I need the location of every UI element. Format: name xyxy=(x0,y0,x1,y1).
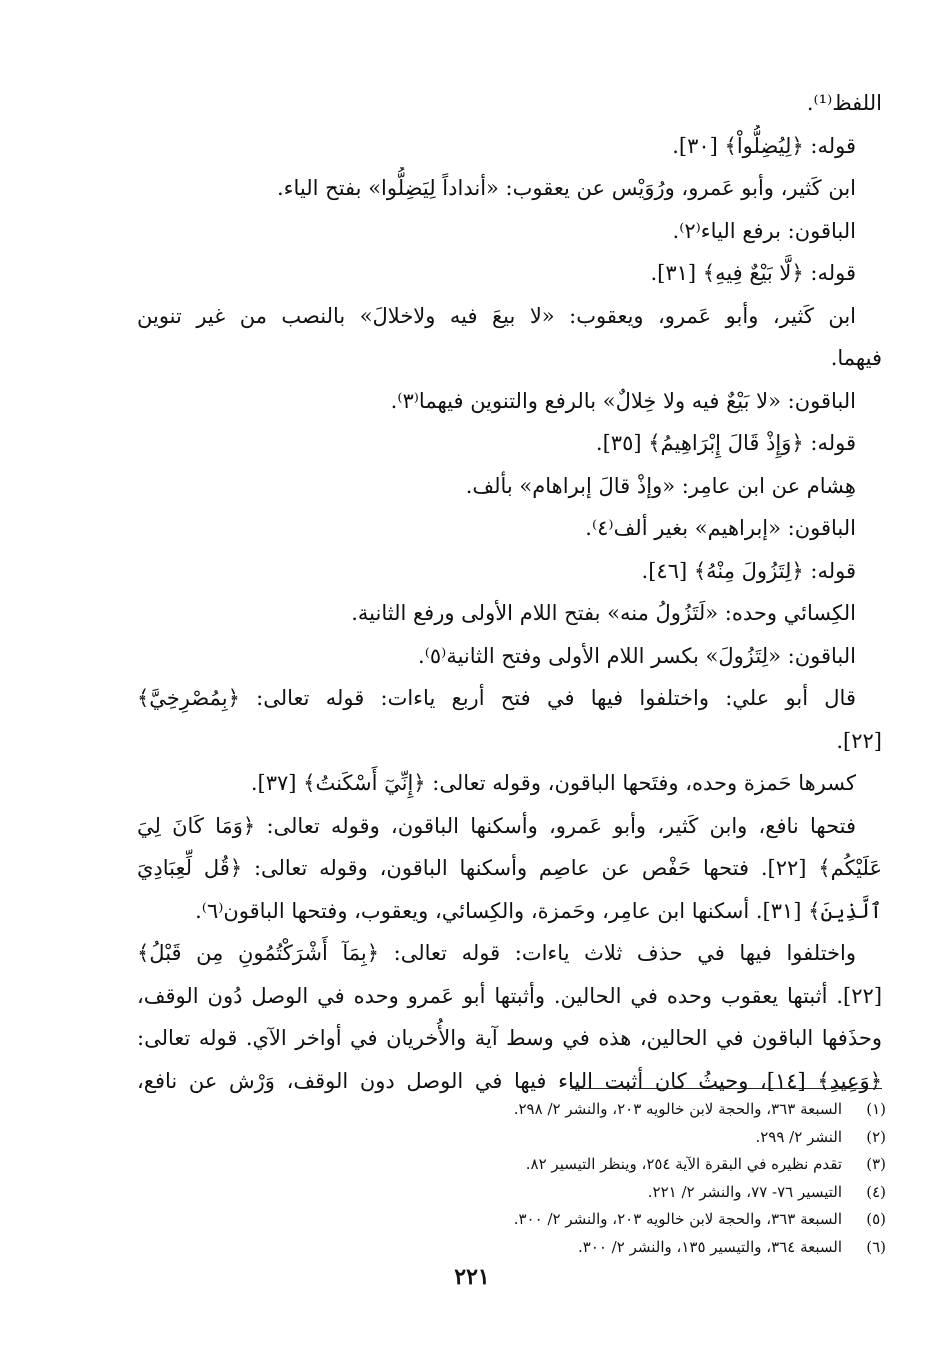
text-line: ﴿وَعِيدِ﴾ [١٤]، وحيثُ كان أثبت الياء فيها في الوصل دون الوقف، وَرْش عن نافع، xyxy=(137,1068,882,1093)
footnote xyxy=(386,1179,886,1207)
footnote-separator xyxy=(570,1088,882,1089)
footnote-number: (٤) xyxy=(866,1182,886,1201)
footnote-text: السبعة ٣٦٣، والحجة لابن خالويه ٢٠٣، والنشر ٢/ ٢٩٨. xyxy=(513,1100,842,1118)
footnote-number: (١) xyxy=(866,1100,886,1118)
text-line: الباقون: برفع الياء⁽٢⁾. xyxy=(672,218,856,243)
text-line: فتحها نافع، وابن كَثير، وأبو عَمرو، وأسكنها الباقون، وقوله تعالى: ﴿وَمَا كَانَ لِيَ xyxy=(137,813,856,838)
footnote xyxy=(386,1124,886,1152)
text-line: قوله: ﴿لِيُضِلُّواْ﴾ [٣٠]. xyxy=(672,133,856,158)
text-line: عَلَيْكُم﴾ [٢٢]. فتحها حَفْص عن عاصِم وأسكنها الباقون، وقوله تعالى: ﴿قُل لِّعِبَادِيَ xyxy=(137,856,882,880)
main-text xyxy=(137,82,882,1102)
text-line: ٱلَّذِينَ﴾ [٣١]. أسكنها ابن عامِر، وحَمزة، والكِسائي، ويعقوب، وفتحها الباقون⁽٦⁾. xyxy=(195,898,882,923)
footnotes xyxy=(386,1096,886,1261)
footnote xyxy=(386,1234,886,1262)
footnote-number: (٥) xyxy=(866,1210,886,1228)
footnote-text: السبعة ٣٦٤، والتيسير ١٣٥، والنشر ٢/ ٣٠٠. xyxy=(577,1237,842,1256)
footnote-text: النشر ٢/ ٢٩٩. xyxy=(755,1127,842,1146)
footnote-text: تقدم نظيره في البقرة الآية ٢٥٤، وينظر التيسير ٨٢. xyxy=(525,1155,842,1173)
text-line: قوله: ﴿وَإِذْ قَالَ إِبْرَاهِيمُ﴾ [٣٥]. xyxy=(595,431,856,455)
text-line: [٢٢]. xyxy=(836,728,882,753)
text-line: اللفظ⁽¹⁾. xyxy=(806,91,882,115)
text-line: ابن كَثير، وأبو عَمرو، ورُوَيْس عن يعقوب: «أنداداً لِيَضِلُّوا» بفتح الياء. xyxy=(276,176,856,200)
footnote xyxy=(386,1206,886,1234)
text-line: الباقون: «لا بَيْعٌ فيه ولا خِلالٌ» بالرفع والتنوين فيهما⁽٣⁾. xyxy=(390,388,856,413)
footnote-number: (٢) xyxy=(866,1127,886,1146)
text-line: فيهما. xyxy=(830,346,882,370)
text-line: قال أبو علي: واختلفوا فيها في فتح أربع ياءات: قوله تعالى: ﴿بِمُصْرِخِيَّ﴾ xyxy=(137,686,856,710)
text-line: قوله: ﴿لِتَزُولَ مِنْهُ﴾ [٤٦]. xyxy=(641,558,856,583)
text-line: الباقون: «لِتَزُولَ» بكسر اللام الأولى وفتح الثانية⁽٥⁾. xyxy=(418,643,856,668)
footnote-text: التيسير ٧٦- ٧٧، والنشر ٢/ ٢٢١. xyxy=(647,1182,842,1201)
text-line: [٢٢]. أثبتها يعقوب وحده في الحالين. وأثبتها أبو عَمرو وحده في الوصل دُون الوقف، xyxy=(137,983,882,1008)
footnote xyxy=(386,1096,886,1124)
page-number: ٢٢١ xyxy=(454,1264,490,1290)
text-line: ابن كَثير، وأبو عَمرو، ويعقوب: «لا بيعَ فيه ولاخلالَ» بالنصب من غير تنوين xyxy=(137,303,856,328)
footnote-number: (٦) xyxy=(866,1237,886,1256)
text-line: واختلفوا فيها في حذف ثلاث ياءات: قوله تعالى: ﴿بِمَآ أَشْرَكْتُمُونِ مِن قَبْلُ﴾ xyxy=(137,941,856,965)
text-line: وحذَفها الباقون في الحالين، هذه في وسط آية والأُخريان في أواخر الآي. قوله تعالى: xyxy=(137,1026,882,1050)
text-line: الكِسائي وحده: «لَتَزُولُ منه» بفتح اللام الأولى ورفع الثانية. xyxy=(351,601,856,625)
text-line: الباقون: «إبراهيم» بغير ألف⁽٤⁾. xyxy=(585,516,856,540)
text-line: هِشام عن ابن عامِر: «وإذْ قالَ إبراهام» بألف. xyxy=(465,473,856,498)
footnote-number: (٣) xyxy=(866,1155,886,1173)
text-line: قوله: ﴿لَّا بَيْعٌ فِيهِ﴾ [٣١]. xyxy=(650,261,856,285)
footnote xyxy=(386,1151,886,1179)
footnote-text: السبعة ٣٦٣، والحجة لابن خالويه ٢٠٣، والنشر ٢/ ٣٠٠. xyxy=(513,1210,842,1228)
text-line: كسرها حَمزة وحده، وفتَحها الباقون، وقوله تعالى: ﴿إِنِّيٓ أَسْكَنتُ﴾ [٣٧]. xyxy=(250,771,856,795)
